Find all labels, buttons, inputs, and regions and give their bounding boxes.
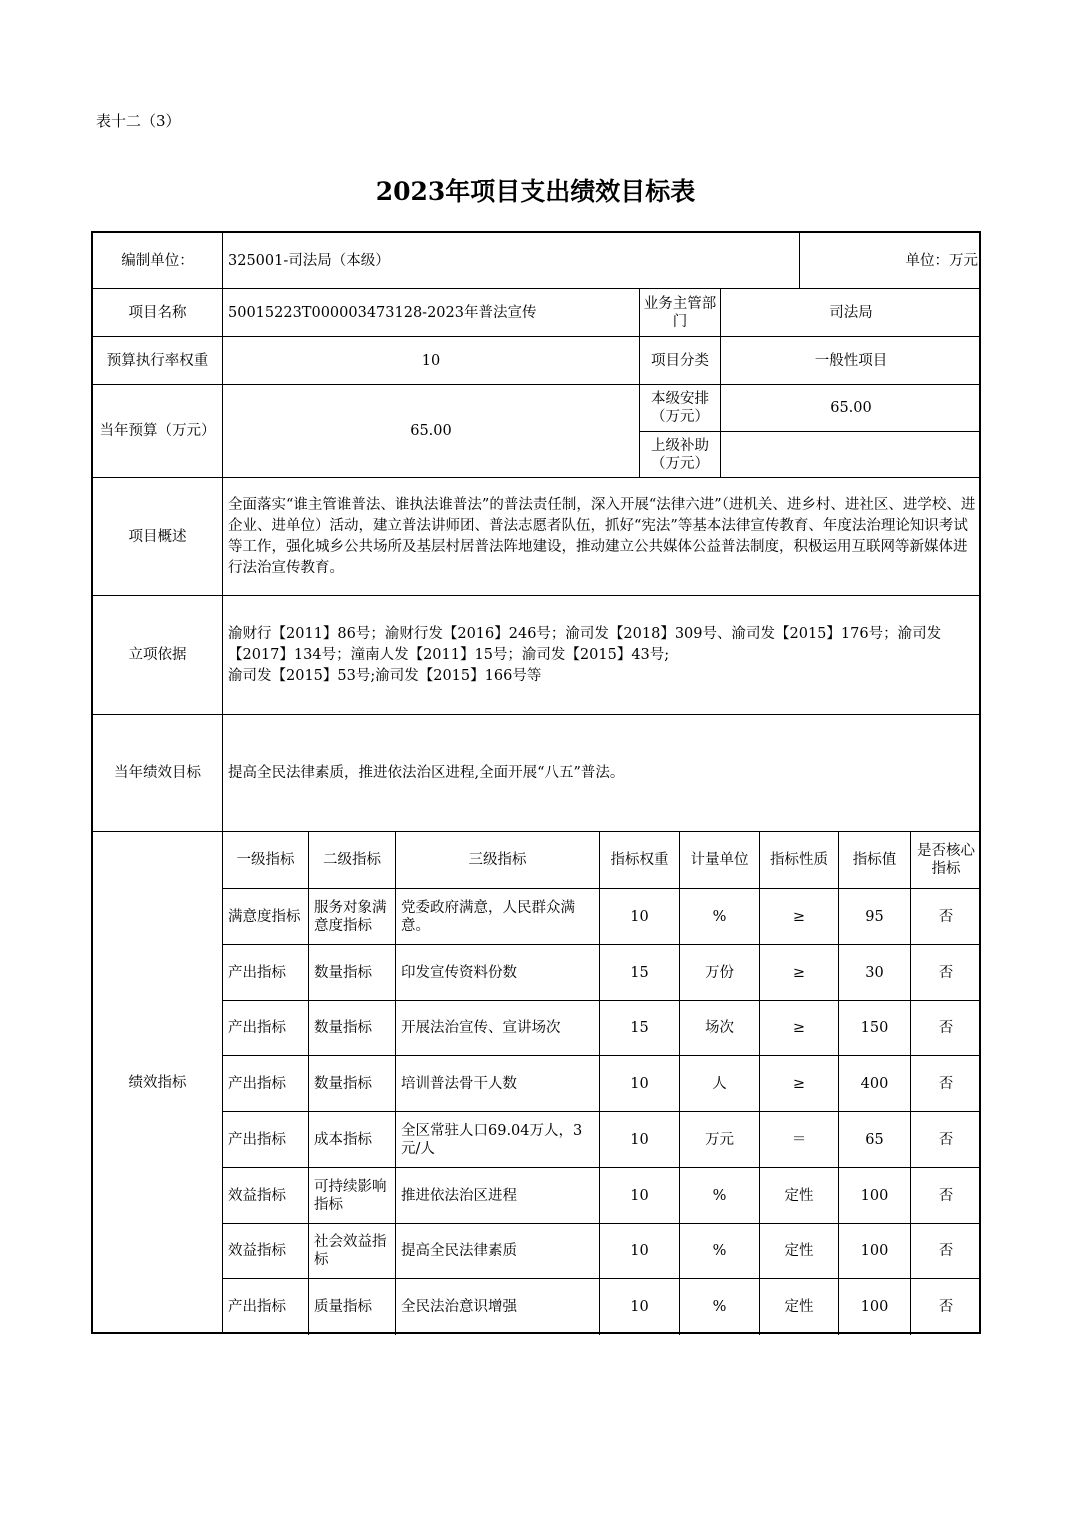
indicator-cell-core: 否 <box>911 1224 981 1279</box>
indicator-cell-level2: 数量指标 <box>309 1001 396 1056</box>
table-code: 表十二（3） <box>96 112 181 130</box>
indicator-cell-level1: 产出指标 <box>223 1279 309 1335</box>
indicator-cell-core: 否 <box>911 1112 981 1168</box>
unit-label: 编制单位： <box>93 233 223 289</box>
budget-value: 65.00 <box>223 385 640 478</box>
indicator-cell-weight: 10 <box>600 1168 680 1224</box>
indicator-cell-level2: 数量指标 <box>309 1056 396 1112</box>
indicator-cell-level3: 提高全民法律素质 <box>396 1224 600 1279</box>
indicator-cell-level1: 效益指标 <box>223 1168 309 1224</box>
dept-label: 业务主管部门 <box>640 289 721 337</box>
category-value: 一般性项目 <box>721 337 981 385</box>
indicator-cell-core: 否 <box>911 1168 981 1224</box>
indicator-cell-nature: 定性 <box>760 1279 839 1335</box>
indicator-cell-level3: 推进依法治区进程 <box>396 1168 600 1224</box>
indicator-cell-level3: 开展法治宣传、宣讲场次 <box>396 1001 600 1056</box>
indicator-cell-level3: 印发宣传资料份数 <box>396 945 600 1001</box>
indicator-cell-core: 否 <box>911 945 981 1001</box>
indicator-cell-nature: ≥ <box>760 1001 839 1056</box>
basis-text <box>223 596 981 715</box>
header-level3: 三级指标 <box>396 832 600 889</box>
indicator-cell-weight: 10 <box>600 889 680 945</box>
indicator-cell-unit: 万元 <box>680 1112 760 1168</box>
indicator-cell-level2: 可持续影响指标 <box>309 1168 396 1224</box>
indicator-cell-nature: ≥ <box>760 889 839 945</box>
indicator-cell-level2: 数量指标 <box>309 945 396 1001</box>
indicator-cell-value: 400 <box>839 1056 911 1112</box>
indicator-cell-level2: 质量指标 <box>309 1279 396 1335</box>
header-level2: 二级指标 <box>309 832 396 889</box>
indicator-cell-value: 150 <box>839 1001 911 1056</box>
indicator-cell-level1: 产出指标 <box>223 1001 309 1056</box>
header-nature: 指标性质 <box>760 832 839 889</box>
dept-value: 司法局 <box>721 289 981 337</box>
page-title: 2023年项目支出绩效目标表 <box>375 177 696 206</box>
project-name-value: 50015223T000003473128-2023年普法宣传 <box>223 289 640 337</box>
indicator-cell-level3: 培训普法骨干人数 <box>396 1056 600 1112</box>
header-unit: 计量单位 <box>680 832 760 889</box>
indicator-cell-nature: ＝ <box>760 1112 839 1168</box>
indicator-cell-value: 100 <box>839 1168 911 1224</box>
overview-text: 全面落实“谁主管谁普法、谁执法谁普法”的普法责任制，深入开展“法律六进”（进机关、进乡村、进社区、进学校、进企业、进单位）活动，建立普法讲师团、普法志愿者队伍，抓好“宪法”等基本法律宣传教育、年度法治理论知识考试等工作，强化城乡公共场所及基层村居普法阵地建设，推动建立公共媒体公益普法制度，积极运用互联网等新媒体进行法治宣传教育。 <box>223 478 981 596</box>
indicator-cell-nature: 定性 <box>760 1224 839 1279</box>
indicator-cell-unit: 万份 <box>680 945 760 1001</box>
goal-label: 当年绩效目标 <box>93 715 223 832</box>
local-value: 65.00 <box>721 385 981 432</box>
indicator-cell-value: 100 <box>839 1279 911 1335</box>
indicator-cell-weight: 10 <box>600 1112 680 1168</box>
indicator-cell-unit: % <box>680 1224 760 1279</box>
header-value: 指标值 <box>839 832 911 889</box>
indicator-cell-level1: 产出指标 <box>223 1112 309 1168</box>
indicator-cell-nature: ≥ <box>760 1056 839 1112</box>
goal-text: 提高全民法律素质，推进依法治区进程,全面开展“八五”普法。 <box>223 715 981 832</box>
indicator-cell-level1: 满意度指标 <box>223 889 309 945</box>
header-core: 是否核心指标 <box>911 832 981 889</box>
indicator-cell-level3: 全民法治意识增强 <box>396 1279 600 1335</box>
indicator-cell-level2: 成本指标 <box>309 1112 396 1168</box>
indicator-cell-value: 65 <box>839 1112 911 1168</box>
indicator-cell-core: 否 <box>911 1056 981 1112</box>
indicator-cell-value: 100 <box>839 1224 911 1279</box>
superior-value <box>721 432 981 478</box>
indicator-cell-nature: ≥ <box>760 945 839 1001</box>
indicator-cell-level1: 效益指标 <box>223 1224 309 1279</box>
header-weight: 指标权重 <box>600 832 680 889</box>
overview-label: 项目概述 <box>93 478 223 596</box>
indicator-cell-unit: 人 <box>680 1056 760 1112</box>
indicator-cell-weight: 15 <box>600 945 680 1001</box>
indicator-cell-level3: 全区常驻人口69.04万人，3元/人 <box>396 1112 600 1168</box>
project-name-label: 项目名称 <box>93 289 223 337</box>
basis-line-2: 渝司发【2015】53号;渝司发【2015】166号等 <box>228 667 542 684</box>
indicator-cell-value: 95 <box>839 889 911 945</box>
basis-line-1: 渝财行【2011】86号；渝财行发【2016】246号；渝司发【2018】309号、渝司发【2015】176号；渝司发【2017】134号；潼南人发【2011】15号；渝司发【2015】43号; <box>228 625 942 663</box>
category-label: 项目分类 <box>640 337 721 385</box>
local-label: 本级安排（万元） <box>640 385 721 432</box>
header-level1: 一级指标 <box>223 832 309 889</box>
indicator-cell-weight: 10 <box>600 1224 680 1279</box>
weight-label: 预算执行率权重 <box>93 337 223 385</box>
indicator-cell-weight: 15 <box>600 1001 680 1056</box>
indicator-cell-level2: 服务对象满意度指标 <box>309 889 396 945</box>
superior-label: 上级补助（万元） <box>640 432 721 478</box>
unit-value: 325001-司法局（本级） <box>223 233 800 289</box>
indicator-cell-unit: % <box>680 889 760 945</box>
budget-label: 当年预算（万元） <box>93 385 223 478</box>
indicator-cell-unit: % <box>680 1168 760 1224</box>
indicator-cell-nature: 定性 <box>760 1168 839 1224</box>
indicator-cell-level2: 社会效益指标 <box>309 1224 396 1279</box>
indicator-cell-weight: 10 <box>600 1279 680 1335</box>
indicator-cell-level1: 产出指标 <box>223 1056 309 1112</box>
indicator-cell-level1: 产出指标 <box>223 945 309 1001</box>
basis-label: 立项依据 <box>93 596 223 715</box>
performance-table <box>91 231 981 1334</box>
indicator-cell-core: 否 <box>911 1001 981 1056</box>
indicators-label: 绩效指标 <box>93 832 223 1334</box>
indicator-cell-unit: 场次 <box>680 1001 760 1056</box>
indicator-cell-level3: 党委政府满意，人民群众满意。 <box>396 889 600 945</box>
indicator-cell-weight: 10 <box>600 1056 680 1112</box>
currency-note: 单位：万元 <box>800 233 981 289</box>
indicator-cell-core: 否 <box>938 1299 954 1315</box>
indicator-cell-unit: % <box>680 1279 760 1335</box>
indicator-cell-value: 30 <box>839 945 911 1001</box>
weight-value: 10 <box>223 337 640 385</box>
indicator-cell-core: 否 <box>911 889 981 945</box>
